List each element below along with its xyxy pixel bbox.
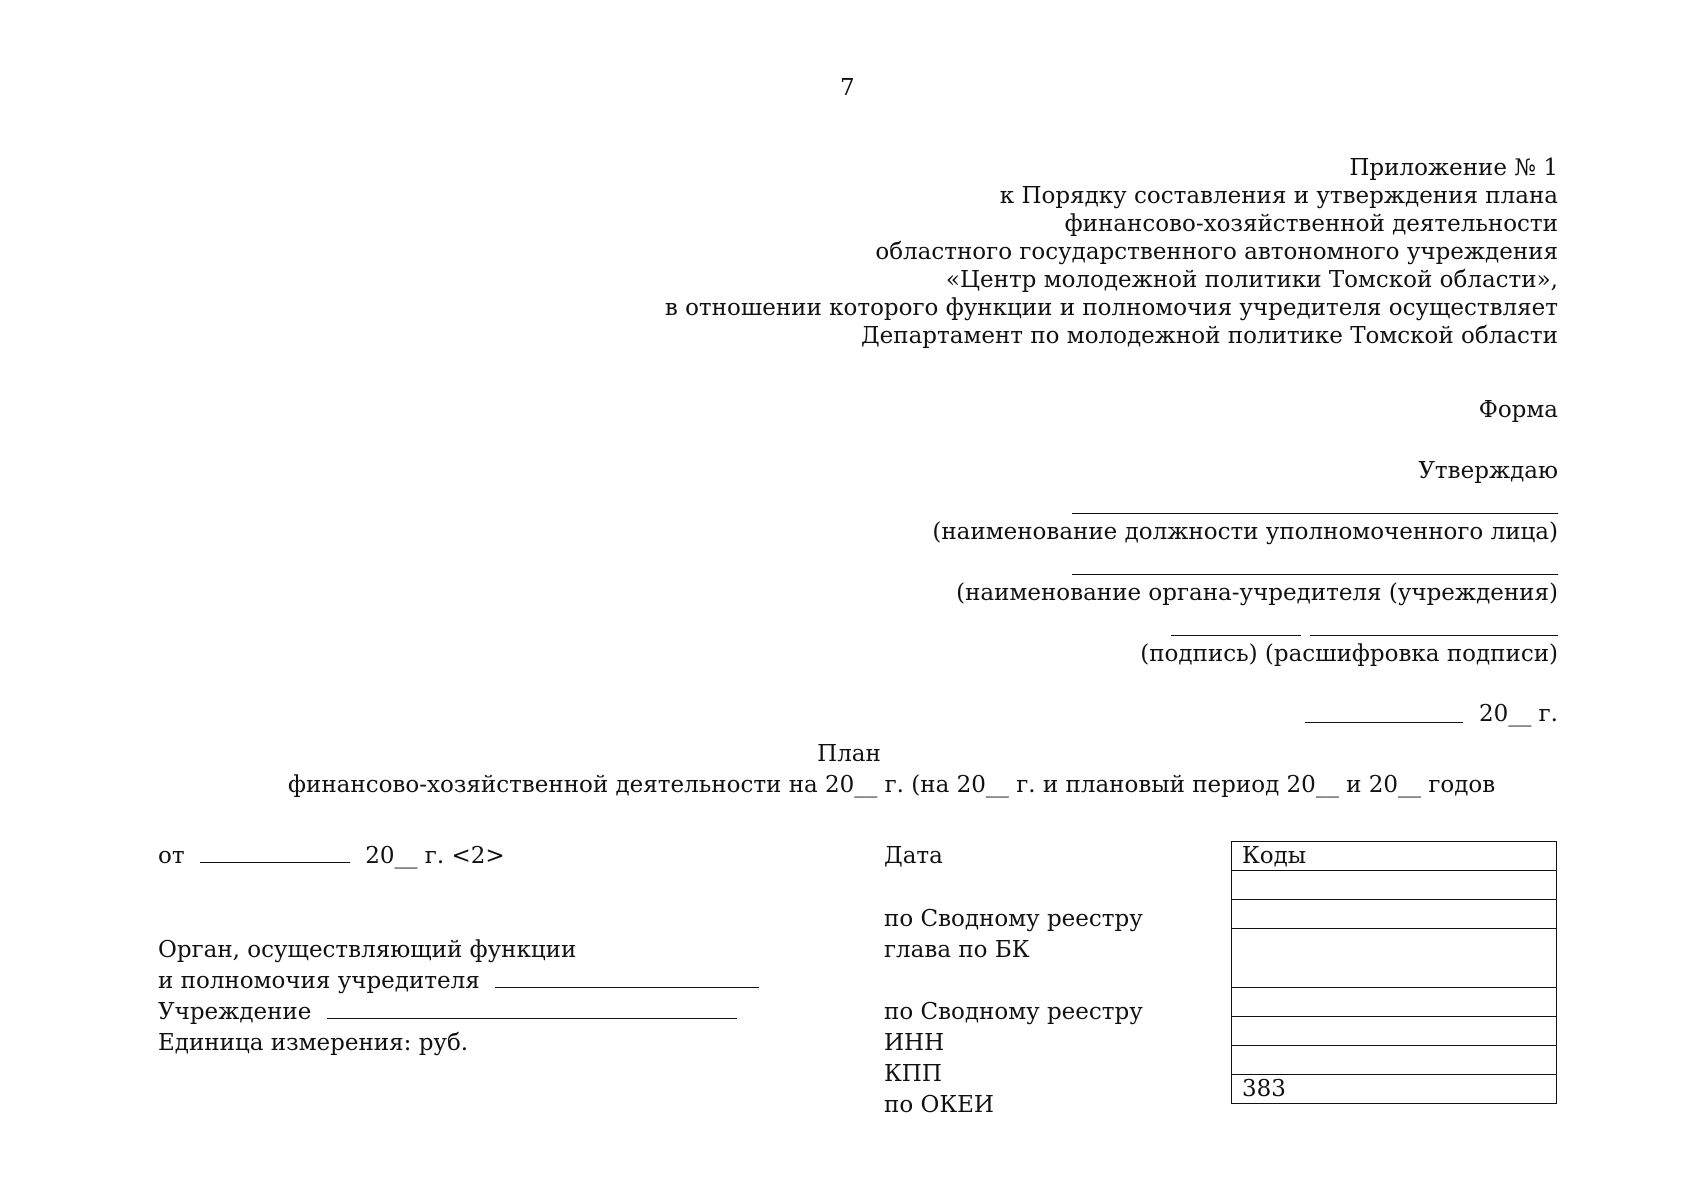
date-label: Дата (884, 843, 943, 869)
document-title: План (817, 741, 881, 767)
table-row (1232, 929, 1557, 988)
position-caption: (наименование должности уполномоченного лица) (932, 519, 1558, 545)
document-subtitle: финансово-хозяйственной деятельности на 20__ г. (на 20__ г. и плановый период 20__ и 20__ годов (288, 772, 1496, 798)
codes-table (1231, 841, 1557, 1104)
inn-label: ИНН (884, 1030, 945, 1056)
registry-code-cell-1 (1232, 900, 1557, 929)
appendix-line: областного государственного автономного учреждения (875, 239, 1558, 265)
glava-label: глава по БК (884, 937, 1030, 963)
table-row (1232, 900, 1557, 929)
appendix-line: Приложение № 1 (1349, 155, 1558, 181)
registry-label-2: по Сводному реестру (884, 999, 1143, 1025)
institution-row (158, 998, 737, 1026)
kpp-label: КПП (884, 1061, 942, 1087)
page-number: 7 (840, 75, 855, 101)
organ-caption: (наименование органа-учредителя (учреждения) (956, 580, 1558, 606)
appendix-line: «Центр молодежной политики Томской области», (945, 267, 1558, 293)
unit-label: Единица измерения: руб. (158, 1030, 469, 1056)
registry-code-cell-2 (1232, 988, 1557, 1017)
organ-label-line2: и полномочия учредителя (158, 968, 480, 994)
table-row (1232, 842, 1557, 871)
organ-row (158, 967, 759, 995)
from-date-row (158, 842, 505, 870)
organ-signature-line (1072, 574, 1558, 575)
kpp-code-cell (1232, 1046, 1557, 1075)
institution-label: Учреждение (158, 999, 312, 1025)
organ-label-line1: Орган, осуществляющий функции (158, 937, 577, 963)
registry-label-1: по Сводному реестру (884, 906, 1143, 932)
table-row (1232, 988, 1557, 1017)
position-signature-line (1072, 513, 1558, 514)
table-row (1232, 871, 1557, 900)
signature-caption: (подпись) (расшифровка подписи) (1140, 641, 1558, 667)
appendix-block (658, 154, 1558, 350)
table-row (1232, 1017, 1557, 1046)
from-date-blank (200, 844, 350, 863)
appendix-line: Департамент по молодежной политике Томской области (860, 323, 1558, 349)
institution-blank (327, 1000, 737, 1019)
glava-code-cell (1232, 929, 1557, 988)
appendix-line: к Порядку составления и утверждения плана (999, 183, 1558, 209)
from-prefix: от (158, 843, 185, 869)
appendix-line: в отношении которого функции и полномочия учредителя осуществляет (664, 295, 1558, 321)
okei-code-cell: 383 (1232, 1075, 1557, 1104)
from-suffix: 20__ г. <2> (365, 843, 505, 869)
organ-blank (495, 969, 759, 988)
date-code-cell (1232, 871, 1557, 900)
signature-decoding-line (1310, 635, 1558, 636)
form-label: Форма (1478, 397, 1558, 423)
approval-date-suffix: 20__ г. (1479, 701, 1558, 727)
appendix-line: финансово-хозяйственной деятельности (1064, 211, 1558, 237)
signature-line (1171, 635, 1301, 636)
okei-label: по ОКЕИ (884, 1092, 994, 1118)
approval-date-line (1305, 722, 1463, 723)
inn-code-cell (1232, 1017, 1557, 1046)
table-row (1232, 1046, 1557, 1075)
table-row (1232, 1075, 1557, 1104)
codes-header: Коды (1232, 842, 1557, 871)
approve-label: Утверждаю (1418, 458, 1558, 484)
